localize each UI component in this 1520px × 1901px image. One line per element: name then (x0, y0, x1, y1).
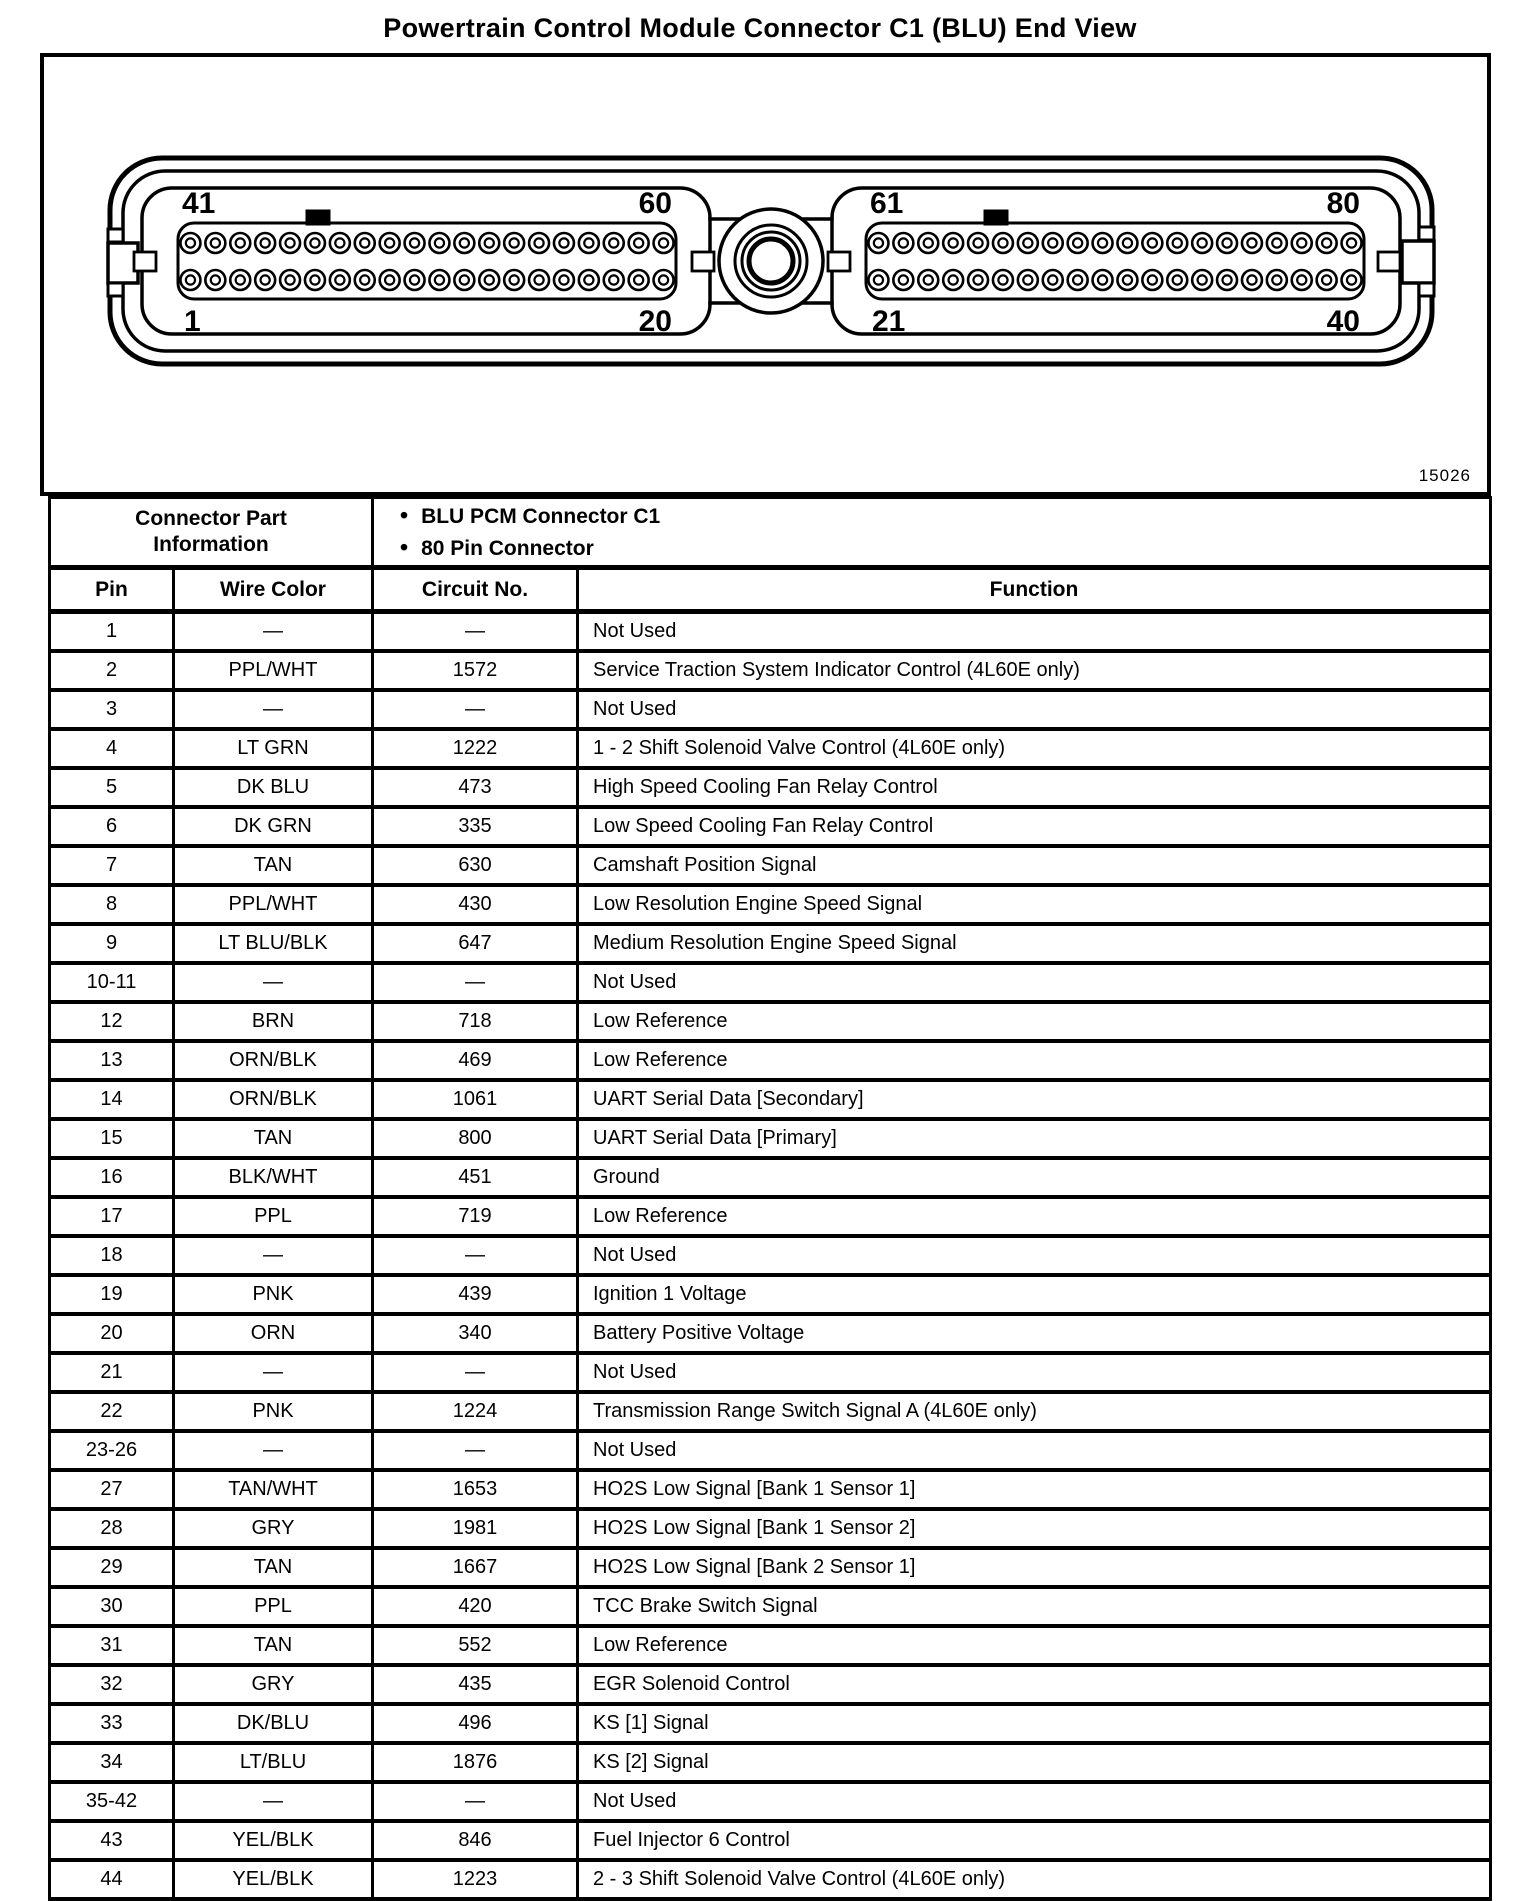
pin-cell: 27 (50, 1470, 174, 1509)
table-row (50, 1275, 1491, 1314)
pin-cell: 19 (50, 1275, 174, 1314)
function-cell: 1 - 2 Shift Solenoid Valve Control (4L60E only) (578, 729, 1491, 768)
wire-color-cell: YEL/BLK (174, 1821, 373, 1860)
function-cell: High Speed Cooling Fan Relay Control (578, 768, 1491, 807)
col-header-circuit-no: Circuit No. (373, 568, 578, 612)
figure-number: 15026 (1418, 466, 1471, 485)
circuit-no-cell: 630 (373, 846, 578, 885)
table-row (50, 1431, 1491, 1470)
function-cell: Not Used (578, 1353, 1491, 1392)
wire-color-cell: TAN/WHT (174, 1470, 373, 1509)
wire-color-cell: — (174, 612, 373, 652)
pin-label-61: 61 (870, 187, 904, 220)
function-cell: KS [2] Signal (578, 1743, 1491, 1782)
circuit-no-cell: 1222 (373, 729, 578, 768)
circuit-no-cell: 435 (373, 1665, 578, 1704)
connector-figure-box (40, 53, 1491, 496)
pin-cell: 16 (50, 1158, 174, 1197)
function-cell: UART Serial Data [Secondary] (578, 1080, 1491, 1119)
table-row (50, 651, 1491, 690)
connector-info-bullets (373, 498, 1491, 568)
function-cell: KS [1] Signal (578, 1704, 1491, 1743)
table-row (50, 1821, 1491, 1860)
wire-color-cell: PNK (174, 1392, 373, 1431)
pinout-table-body (50, 612, 1491, 1900)
wire-color-cell: PPL (174, 1587, 373, 1626)
table-row (50, 612, 1491, 652)
wire-color-cell: GRY (174, 1509, 373, 1548)
pin-cell: 18 (50, 1236, 174, 1275)
pin-cell: 4 (50, 729, 174, 768)
wire-color-cell: PPL/WHT (174, 885, 373, 924)
function-cell: Ground (578, 1158, 1491, 1197)
table-row (50, 690, 1491, 729)
table-row (50, 1470, 1491, 1509)
function-cell: Fuel Injector 6 Control (578, 1821, 1491, 1860)
right-pin-field (866, 223, 1364, 299)
function-cell: EGR Solenoid Control (578, 1665, 1491, 1704)
right-key-tab-icon (984, 210, 1008, 225)
circuit-no-cell: 1572 (373, 651, 578, 690)
center-bolt-boss (719, 209, 823, 313)
wire-color-cell: DK/BLU (174, 1704, 373, 1743)
function-cell: Low Reference (578, 1002, 1491, 1041)
function-cell: Service Traction System Indicator Control (4L60E only) (578, 651, 1491, 690)
circuit-no-cell: 647 (373, 924, 578, 963)
circuit-no-cell: 1223 (373, 1860, 578, 1899)
circuit-no-cell: 1061 (373, 1080, 578, 1119)
connector-part-information-header: Connector Part Information (50, 498, 373, 568)
wire-color-cell: — (174, 1782, 373, 1821)
wire-color-cell: PPL/WHT (174, 651, 373, 690)
wire-color-cell: DK GRN (174, 807, 373, 846)
table-row (50, 1314, 1491, 1353)
circuit-no-cell: 800 (373, 1119, 578, 1158)
table-row (50, 1704, 1491, 1743)
table-row (50, 1392, 1491, 1431)
page-title: Powertrain Control Module Connector C1 (BLU) End View (383, 13, 1137, 43)
pin-label-80: 80 (1326, 187, 1360, 220)
wire-color-cell: — (174, 1431, 373, 1470)
circuit-no-cell: — (373, 1782, 578, 1821)
function-cell: TCC Brake Switch Signal (578, 1587, 1491, 1626)
pin-cell: 2 (50, 651, 174, 690)
pin-cell: 5 (50, 768, 174, 807)
pin-label-40: 40 (1326, 305, 1360, 338)
wire-color-cell: BLK/WHT (174, 1158, 373, 1197)
pin-cell: 22 (50, 1392, 174, 1431)
right-latch (1402, 227, 1434, 296)
pinout-table (48, 496, 1492, 1901)
function-cell: Battery Positive Voltage (578, 1314, 1491, 1353)
pin-cell: 12 (50, 1002, 174, 1041)
table-row (50, 1743, 1491, 1782)
col-header-pin: Pin (50, 568, 174, 612)
table-row (50, 1119, 1491, 1158)
wire-color-cell: LT GRN (174, 729, 373, 768)
circuit-no-cell: 340 (373, 1314, 578, 1353)
table-row (50, 1509, 1491, 1548)
circuit-no-cell: — (373, 690, 578, 729)
function-cell: Not Used (578, 1236, 1491, 1275)
pin-cell: 21 (50, 1353, 174, 1392)
connector-end-view-diagram (106, 151, 1436, 406)
pin-cell: 43 (50, 1821, 174, 1860)
pin-cell: 17 (50, 1197, 174, 1236)
wire-color-cell: DK BLU (174, 768, 373, 807)
circuit-no-cell: 552 (373, 1626, 578, 1665)
pin-label-21: 21 (872, 305, 906, 338)
wire-color-cell: TAN (174, 1119, 373, 1158)
function-cell: Low Reference (578, 1041, 1491, 1080)
table-row (50, 1587, 1491, 1626)
pin-cell: 3 (50, 690, 174, 729)
wire-color-cell: YEL/BLK (174, 1860, 373, 1899)
table-row (50, 1080, 1491, 1119)
wire-color-cell: ORN/BLK (174, 1080, 373, 1119)
circuit-no-cell: 439 (373, 1275, 578, 1314)
pin-cell: 32 (50, 1665, 174, 1704)
function-cell: Camshaft Position Signal (578, 846, 1491, 885)
function-cell: Not Used (578, 1431, 1491, 1470)
wire-color-cell: ORN (174, 1314, 373, 1353)
circuit-no-cell: 718 (373, 1002, 578, 1041)
wire-color-cell: ORN/BLK (174, 1041, 373, 1080)
table-row (50, 1860, 1491, 1899)
function-cell: Not Used (578, 612, 1491, 652)
table-row (50, 768, 1491, 807)
function-cell: HO2S Low Signal [Bank 1 Sensor 2] (578, 1509, 1491, 1548)
pin-cell: 7 (50, 846, 174, 885)
wire-color-cell: TAN (174, 1548, 373, 1587)
pin-cell: 23-26 (50, 1431, 174, 1470)
pin-cell: 35-42 (50, 1782, 174, 1821)
function-cell: Low Reference (578, 1197, 1491, 1236)
circuit-no-cell: — (373, 1236, 578, 1275)
table-row (50, 1665, 1491, 1704)
function-cell: Low Speed Cooling Fan Relay Control (578, 807, 1491, 846)
circuit-no-cell: 1876 (373, 1743, 578, 1782)
circuit-no-cell: 1224 (373, 1392, 578, 1431)
circuit-no-cell: 420 (373, 1587, 578, 1626)
function-cell: Ignition 1 Voltage (578, 1275, 1491, 1314)
col-header-function: Function (578, 568, 1491, 612)
pin-cell: 10-11 (50, 963, 174, 1002)
circuit-no-cell: — (373, 1431, 578, 1470)
table-row (50, 885, 1491, 924)
wire-color-cell: — (174, 690, 373, 729)
pin-cell: 30 (50, 1587, 174, 1626)
table-row (50, 729, 1491, 768)
pin-label-20: 20 (638, 305, 672, 338)
table-row (50, 1158, 1491, 1197)
pin-label-60: 60 (638, 187, 672, 220)
circuit-no-cell: 473 (373, 768, 578, 807)
left-key-tab-icon (306, 210, 330, 225)
circuit-no-cell: 451 (373, 1158, 578, 1197)
table-row (50, 807, 1491, 846)
function-cell: 2 - 3 Shift Solenoid Valve Control (4L60E only) (578, 1860, 1491, 1899)
pin-label-41: 41 (182, 187, 216, 220)
table-row (50, 1236, 1491, 1275)
table-row (50, 1626, 1491, 1665)
function-cell: Low Reference (578, 1626, 1491, 1665)
table-row (50, 924, 1491, 963)
bullet-pin-count: • 80 Pin Connector (400, 532, 1488, 564)
circuit-no-cell: 496 (373, 1704, 578, 1743)
circuit-no-cell: 335 (373, 807, 578, 846)
circuit-no-cell: 846 (373, 1821, 578, 1860)
pin-cell: 6 (50, 807, 174, 846)
wire-color-cell: LT BLU/BLK (174, 924, 373, 963)
pin-cell: 14 (50, 1080, 174, 1119)
function-cell: Medium Resolution Engine Speed Signal (578, 924, 1491, 963)
bullet-connector-name: • BLU PCM Connector C1 (400, 500, 1488, 532)
pin-cell: 31 (50, 1626, 174, 1665)
function-cell: HO2S Low Signal [Bank 1 Sensor 1] (578, 1470, 1491, 1509)
circuit-no-cell: 430 (373, 885, 578, 924)
col-header-wire-color: Wire Color (174, 568, 373, 612)
column-header-row (50, 568, 1491, 612)
table-row (50, 1002, 1491, 1041)
circuit-no-cell: 719 (373, 1197, 578, 1236)
pin-cell: 1 (50, 612, 174, 652)
table-row (50, 846, 1491, 885)
table-row (50, 1197, 1491, 1236)
wire-color-cell: — (174, 1236, 373, 1275)
table-row (50, 1041, 1491, 1080)
pin-cell: 9 (50, 924, 174, 963)
circuit-no-cell: — (373, 963, 578, 1002)
pin-cell: 15 (50, 1119, 174, 1158)
wire-color-cell: PNK (174, 1275, 373, 1314)
table-row (50, 1548, 1491, 1587)
wire-color-cell: TAN (174, 846, 373, 885)
left-pin-field (178, 223, 676, 299)
pin-cell: 20 (50, 1314, 174, 1353)
wire-color-cell: — (174, 963, 373, 1002)
table-row (50, 1353, 1491, 1392)
wire-color-cell: TAN (174, 1626, 373, 1665)
wire-color-cell: LT/BLU (174, 1743, 373, 1782)
circuit-no-cell: — (373, 1353, 578, 1392)
connector-info-row (50, 498, 1491, 568)
wire-color-cell: GRY (174, 1665, 373, 1704)
function-cell: Not Used (578, 1782, 1491, 1821)
function-cell: UART Serial Data [Primary] (578, 1119, 1491, 1158)
pin-cell: 8 (50, 885, 174, 924)
function-cell: Low Resolution Engine Speed Signal (578, 885, 1491, 924)
function-cell: Not Used (578, 690, 1491, 729)
function-cell: HO2S Low Signal [Bank 2 Sensor 1] (578, 1548, 1491, 1587)
table-row (50, 963, 1491, 1002)
circuit-no-cell: 1667 (373, 1548, 578, 1587)
pin-cell: 34 (50, 1743, 174, 1782)
wire-color-cell: PPL (174, 1197, 373, 1236)
circuit-no-cell: 469 (373, 1041, 578, 1080)
table-row (50, 1782, 1491, 1821)
function-cell: Not Used (578, 963, 1491, 1002)
function-cell: Transmission Range Switch Signal A (4L60E only) (578, 1392, 1491, 1431)
circuit-no-cell: 1981 (373, 1509, 578, 1548)
wire-color-cell: BRN (174, 1002, 373, 1041)
pin-cell: 29 (50, 1548, 174, 1587)
pin-cell: 33 (50, 1704, 174, 1743)
pin-cell: 44 (50, 1860, 174, 1899)
pin-cell: 28 (50, 1509, 174, 1548)
pin-cell: 13 (50, 1041, 174, 1080)
wire-color-cell: — (174, 1353, 373, 1392)
circuit-no-cell: 1653 (373, 1470, 578, 1509)
circuit-no-cell: — (373, 612, 578, 652)
pin-label-1: 1 (184, 305, 201, 338)
